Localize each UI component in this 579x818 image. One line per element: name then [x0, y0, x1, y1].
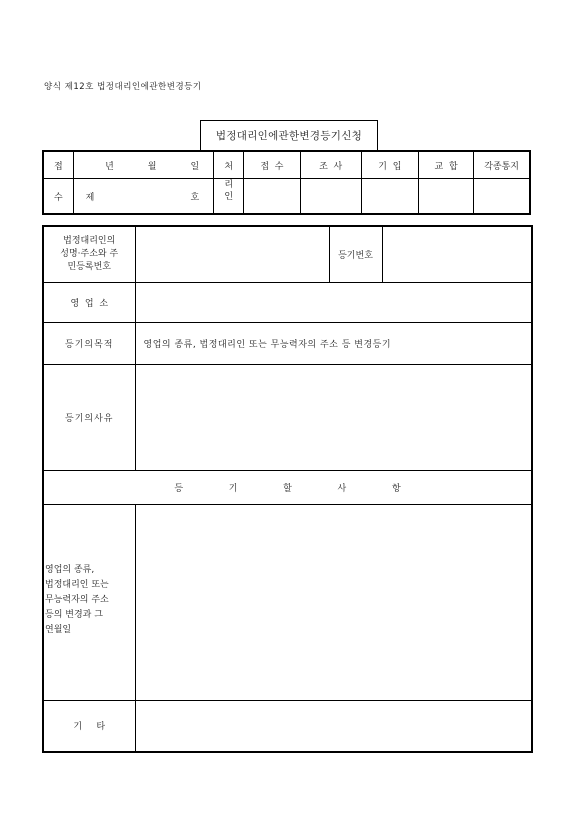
- ri-label: 리: [224, 180, 234, 190]
- reg-no-label: 등기번호: [329, 226, 382, 282]
- in-label: 인: [224, 192, 234, 202]
- col-josa: 조 사: [300, 151, 361, 179]
- form-code: 양식 제12호 법정대리인에관한변경등기: [44, 82, 202, 92]
- ho-label: 호: [190, 192, 200, 203]
- tongji-stamp-cell[interactable]: [474, 179, 530, 215]
- col-jeopsu: 접 수: [244, 151, 300, 179]
- matters-label: [43, 504, 135, 700]
- matters-label-line-5: 연월일: [45, 624, 72, 635]
- matters-header: 등 기 할 사 항: [43, 470, 532, 504]
- col-giip: 기 입: [361, 151, 418, 179]
- etc-field[interactable]: [135, 700, 532, 752]
- matters-label-line-3: 무능력자의 주소: [45, 594, 109, 605]
- receipt-jeop-label: 접: [43, 151, 73, 179]
- etc-label: 기 타: [43, 700, 135, 752]
- col-gyohap: 교 합: [418, 151, 473, 179]
- purpose-label: 등기의목적: [43, 322, 135, 364]
- form-title-text: 법정대리인에관한변경등기신청: [215, 130, 363, 142]
- office-field[interactable]: [135, 282, 532, 322]
- je-label: 제: [85, 192, 95, 203]
- reason-field[interactable]: [135, 364, 532, 470]
- purpose-field[interactable]: 영업의 종류, 법정대리인 또는 무능력자의 주소 등 변경등기: [135, 322, 532, 364]
- form-title: [200, 120, 378, 150]
- receipt-su-label: 수: [43, 179, 73, 215]
- col-tongji: 각종통지: [474, 151, 530, 179]
- month-label: 월: [147, 161, 157, 172]
- rep-label-line-1: 법정대리인의: [63, 235, 116, 246]
- receipt-date-cell[interactable]: [73, 151, 214, 179]
- application-table: [42, 225, 533, 753]
- matters-label-line-2: 법정대리인 또는: [45, 579, 109, 590]
- receipt-number-cell[interactable]: [73, 179, 214, 215]
- reg-no-field[interactable]: [382, 226, 532, 282]
- day-label: 일: [190, 161, 200, 172]
- josa-stamp-cell[interactable]: [300, 179, 361, 215]
- year-label: 년: [105, 161, 114, 172]
- jeopsu-stamp-cell[interactable]: [244, 179, 300, 215]
- receipt-table: [42, 150, 531, 215]
- cheo-label: 처: [214, 151, 244, 179]
- matters-field[interactable]: [135, 504, 532, 700]
- matters-label-line-1: 영업의 종류,: [45, 564, 95, 575]
- office-label: 영 업 소: [43, 282, 135, 322]
- matters-label-line-4: 등의 변경과 그: [45, 609, 103, 620]
- gyohap-stamp-cell[interactable]: [418, 179, 473, 215]
- rep-info-field[interactable]: [135, 226, 329, 282]
- rep-info-label: [43, 226, 135, 282]
- giip-stamp-cell[interactable]: [361, 179, 418, 215]
- rep-label-line-3: 민등록번호: [67, 261, 111, 272]
- cheori-in-label: [214, 179, 244, 215]
- rep-label-line-2: 성명·주소와 주: [60, 248, 119, 259]
- reason-label: 등기의사유: [43, 364, 135, 470]
